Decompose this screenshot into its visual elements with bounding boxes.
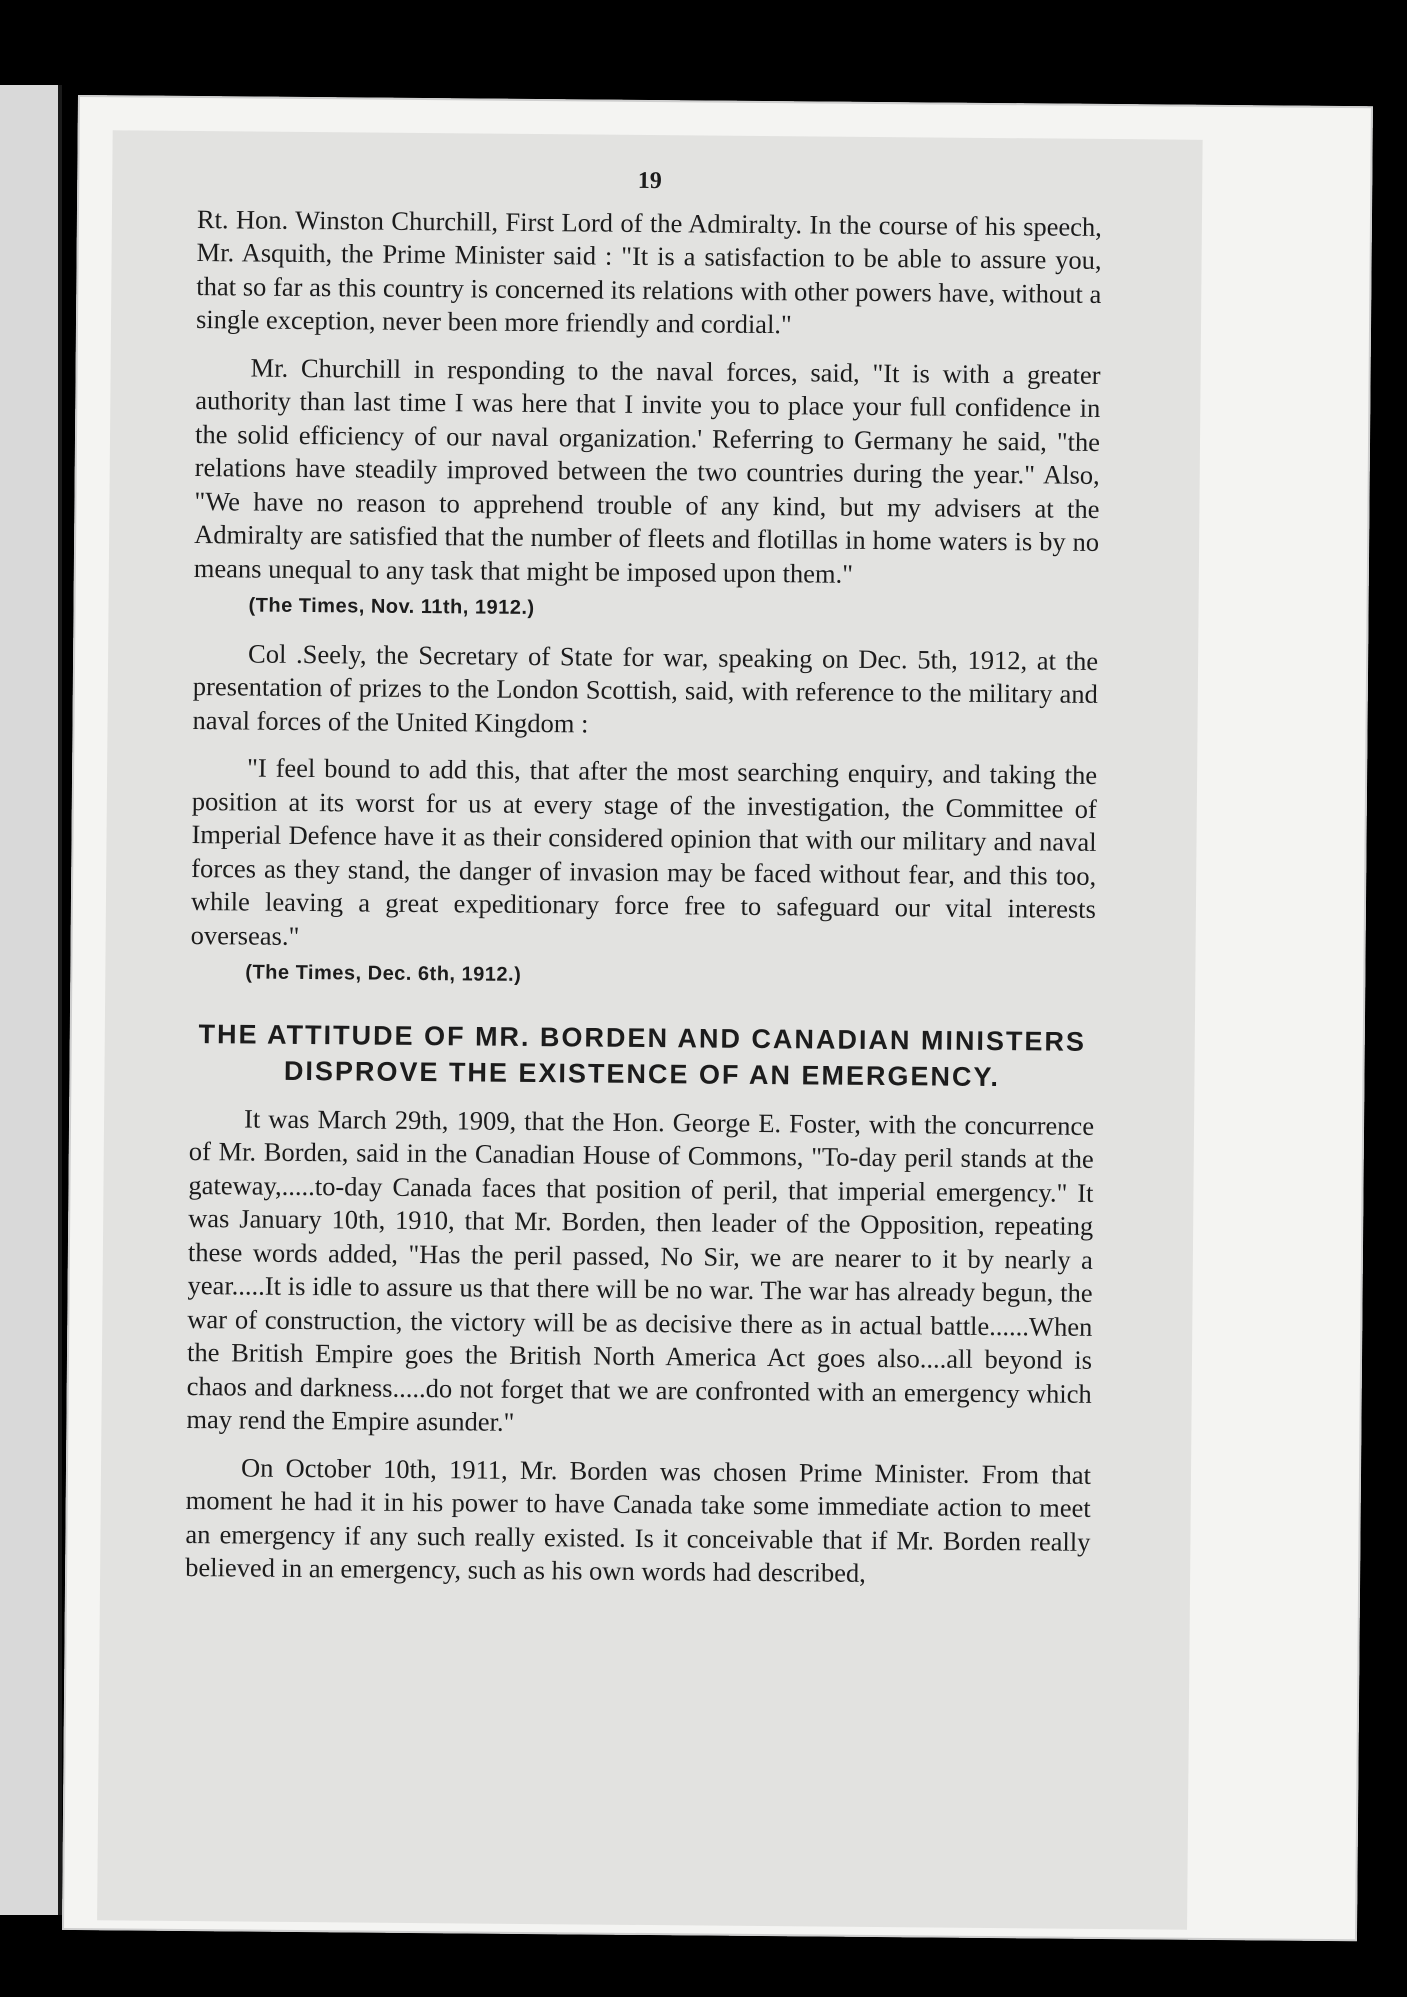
paragraph-5: It was March 29th, 1909, that the Hon. George E. Foster, with the concurrence of Mr. Borden, said in the Canadian House of Commons, "To-day peril stands at the gateway,.....to-day Canada faces that position of peril, that imperial emergency." It was January 10th, 1910, that Mr. Borden, then leader of the Opposition, repeating these words added, "Has the peril passed, No Sir, we are nearer to it by nearly a year.....It is idle to assure us that there will be no war. The war has already begun, the war of construction, the victory will be as decisive there as in actual battle......When the British Empire goes the British North America Act goes also....all beyond is chaos and darkness.....do not forget that we are confronted with an emergency which may rend the Empire asunder." <box>186 1102 1095 1437</box>
document-page <box>62 95 1373 1941</box>
paragraph-3: Col .Seely, the Secretary of State for war, speaking on Dec. 5th, 1912, at the presentation of prizes to the London Scottish, said, with reference to the military and naval forces of the United Kingdom : <box>192 638 1099 738</box>
quote-paragraph: "I feel bound to add this, that after the most searching enquiry, and taking the position at its worst for us at every stage of the investigation, the Committee of Imperial Defence have it as their considered opinion that with our military and naval forces as they stand, the danger of invasion may be faced without fear, and this too, while leaving a great expeditionary force free to safeguard our vital interests overseas." <box>190 752 1098 951</box>
paragraph-2: Mr. Churchill in responding to the naval forces, said, "It is with a greater authority than last time I was here that I invite you to place your full confidence in the solid efficiency of our naval organization.' Referring to Germany he said, "the relations have steadily improved between the two countries during the year." Also, "We have no reason to apprehend trouble of any kind, but my advisers at the Admiralty are satisfied that the number of fleets and flotillas in home waters is by no means unequal to any task that might be imposed upon them." <box>193 352 1101 589</box>
citation-1: (The Times, Nov. 11th, 1912.) <box>248 594 535 620</box>
section-heading: THE ATTITUDE OF MR. BORDEN AND CANADIAN MINISTERS DISPROVE THE EXISTENCE OF AN EMERGENCY. <box>198 1018 1087 1092</box>
page-number: 19 <box>637 167 662 195</box>
citation-2: (The Times, Dec. 6th, 1912.) <box>245 961 522 986</box>
adjacent-page-edge <box>0 85 62 1915</box>
paragraph-1: Rt. Hon. Winston Churchill, First Lord of the Admiralty. In the course of his speech, Mr. Asquith, the Prime Minister said : "It is a satisfaction to be able to assure you, that so far as this country is concerned its relations with other powers have, without a single exception, never been more friendly and cordial." <box>195 203 1103 340</box>
page-text <box>185 161 1102 1592</box>
paragraph-6: On October 10th, 1911, Mr. Borden was chosen Prime Minister. From that moment he had it in his power to have Canada take some immediate action to meet an emergency if any such really existed. Is it conceivable that if Mr. Borden really believed in an emergency, such as his own words had described, <box>185 1451 1092 1588</box>
